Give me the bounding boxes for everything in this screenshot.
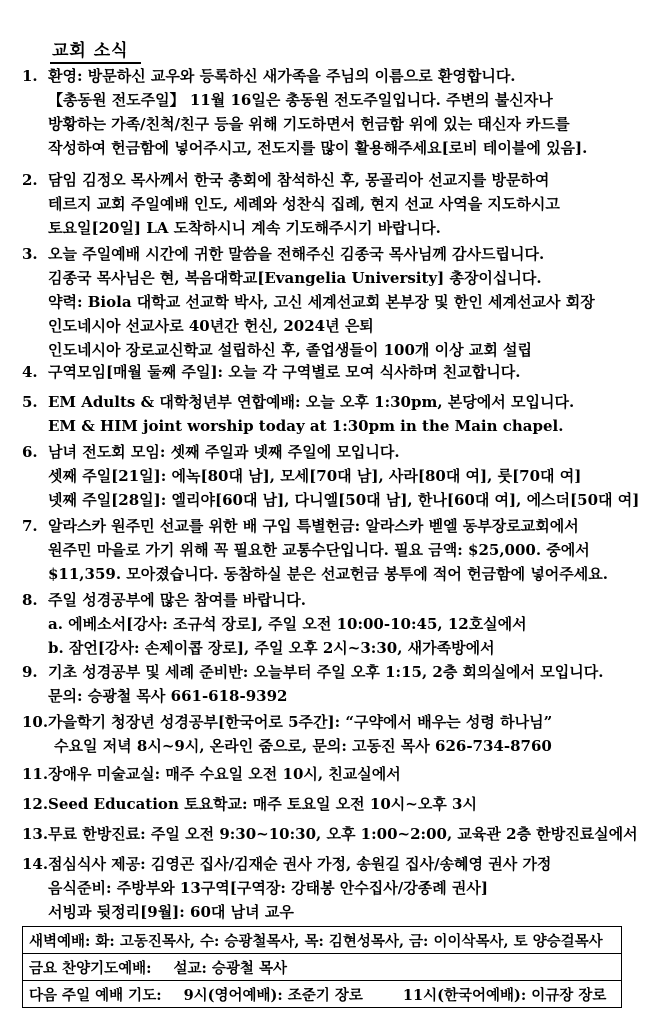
item-line: 남녀 전도회 모임: 셋째 주일과 넷째 주일에 모입니다.	[48, 443, 400, 461]
item-line: $11,359. 모아졌습니다. 동참하실 분은 선교헌금 봉투에 적어 헌금함에 넣어주세요.	[48, 565, 608, 583]
item-line: 장애우 미술교실: 매주 수요일 오전 10시, 친교실에서	[48, 765, 401, 783]
item-number: 14.	[22, 855, 49, 873]
item-line: 점심식사 제공: 김영곤 집사/김재순 권사 가정, 송원길 집사/송혜영 권사 가정	[48, 855, 552, 873]
dawn-prayer-text: 새벽예배: 화: 고동진목사, 수: 승광철목사, 목: 김현성목사, 금: 이이삭목사, 토 양승걸목사	[23, 927, 622, 954]
item-line: 테르지 교회 주일예배 인도, 세례와 성찬식 집례, 현지 선교 사역을 지도하시고	[48, 195, 560, 213]
news-item-10	[22, 710, 640, 758]
item-line: 인도네시아 장로교신학교 설립하신 후, 졸업생들이 100개 이상 교회 설립	[48, 341, 533, 359]
item-line: 인도네시아 선교사로 40년간 헌신, 2024년 은퇴	[48, 317, 374, 335]
item-number: 9.	[22, 663, 38, 681]
friday-worship-row	[23, 954, 622, 981]
news-item-12	[22, 792, 640, 816]
item-line: EM Adults & 대학청년부 연합예배: 오늘 오후 1:30pm, 본당에서 모입니다.	[48, 393, 575, 411]
item-number: 1.	[22, 67, 38, 85]
item-number: 7.	[22, 517, 38, 535]
item-line: 담임 김정오 목사께서 한국 총회에 참석하신 후, 몽골리아 선교지를 방문하여	[48, 171, 550, 189]
item-line: 원주민 마을로 가기 위해 꼭 필요한 교통수단입니다. 필요 금액: $25,000. 중에서	[48, 541, 590, 559]
news-item-4	[22, 360, 640, 384]
item-line: 알라스카 원주민 선교를 위한 배 구입 특별헌금: 알라스카 벧엘 동부장로교회에서	[48, 517, 579, 535]
item-line: 구역모임[매월 둘째 주일]: 오늘 각 구역별로 모여 식사하며 친교합니다.	[48, 363, 521, 381]
item-line: 작성하여 헌금함에 넣어주시고, 전도지를 많이 활용해주세요[로비 테이블에 있음].	[48, 139, 588, 157]
news-item-8	[22, 588, 640, 660]
news-item-13	[22, 822, 640, 846]
page-title: 교회 소식	[50, 40, 141, 64]
item-line: 토요일[20일] LA 도착하시니 계속 기도해주시기 바랍니다.	[48, 219, 441, 237]
item-number: 6.	[22, 443, 38, 461]
item-line: 수요일 저녁 8시~9시, 온라인 줌으로, 문의: 고동진 목사 626-734-8760	[54, 737, 552, 755]
friday-worship-preacher: 설교: 승광철 목사	[173, 959, 287, 977]
item-line: EM & HIM joint worship today at 1:30pm in the Main chapel.	[48, 417, 564, 435]
item-number: 11.	[22, 765, 49, 783]
friday-worship-label: 금요 찬양기도예배:	[29, 959, 152, 977]
news-item-1	[22, 64, 640, 160]
item-number: 12.	[22, 795, 49, 813]
news-item-5	[22, 390, 640, 438]
news-item-2	[22, 168, 640, 240]
item-line: b. 잠언[강사: 손제이콥 장로], 주일 오후 2시~3:30, 새가족방에서	[48, 639, 495, 657]
next-prayer-row	[23, 981, 622, 1008]
news-item-14	[22, 852, 640, 924]
item-line: 오늘 주일예배 시간에 귀한 말씀을 전해주신 김종국 목사님께 감사드립니다.	[48, 245, 545, 263]
worship-schedule-table	[22, 926, 622, 1008]
item-number: 10.	[22, 713, 49, 731]
news-item-3	[22, 242, 640, 362]
item-line: 서빙과 뒷정리[9월]: 60대 남녀 교우	[48, 903, 294, 921]
item-line: a. 에베소서[강사: 조규석 장로], 주일 오전 10:00-10:45, 12호실에서	[48, 615, 527, 633]
item-line: 가을학기 청장년 성경공부[한국어로 5주간]: “구약에서 배우는 성령 하나님”	[48, 713, 553, 731]
item-line: Seed Education 토요학교: 매주 토요일 오전 10시~오후 3시	[48, 795, 477, 813]
news-item-11	[22, 762, 640, 786]
item-line: 약력: Biola 대학교 선교학 박사, 고신 세계선교회 본부장 및 한인 세계선교사 회장	[48, 293, 595, 311]
dawn-prayer-row	[23, 927, 622, 954]
next-prayer-11am: 11시(한국어예배): 이규장 장로	[402, 986, 607, 1004]
item-line: 【총동원 전도주일】 11월 16일은 총동원 전도주일입니다. 주변의 불신자나	[48, 91, 553, 109]
news-item-6	[22, 440, 640, 512]
item-line: 음식준비: 주방부와 13구역[구역장: 강태봉 안수집사/강종례 권사]	[48, 879, 488, 897]
item-line: 환영: 방문하신 교우와 등록하신 새가족을 주님의 이름으로 환영합니다.	[48, 67, 516, 85]
item-line: 무료 한방진료: 주일 오전 9:30~10:30, 오후 1:00~2:00, 교육관 2층 한방진료실에서	[48, 825, 638, 843]
item-number: 2.	[22, 171, 38, 189]
item-number: 4.	[22, 363, 38, 381]
item-line: 주일 성경공부에 많은 참여를 바랍니다.	[48, 591, 306, 609]
news-item-9	[22, 660, 640, 708]
item-line: 방황하는 가족/친척/친구 등을 위해 기도하면서 헌금함 위에 있는 태신자 카드를	[48, 115, 570, 133]
news-item-7	[22, 514, 640, 586]
item-number: 5.	[22, 393, 38, 411]
item-line: 기초 성경공부 및 세례 준비반: 오늘부터 주일 오후 1:15, 2층 회의실에서 모입니다.	[48, 663, 604, 681]
item-line: 김종국 목사님은 현, 복음대학교[Evangelia University] 총장이십니다.	[48, 269, 542, 287]
next-prayer-9am: 9시(영어예배): 조준기 장로	[183, 986, 363, 1004]
item-number: 8.	[22, 591, 38, 609]
item-line: 문의: 승광철 목사 661-618-9392	[48, 687, 288, 705]
item-line: 넷째 주일[28일]: 엘리야[60대 남], 다니엘[50대 남], 한나[60대 여], 에스더[50대 여]	[48, 491, 640, 509]
next-prayer-label: 다음 주일 예배 기도:	[29, 986, 162, 1004]
item-number: 13.	[22, 825, 49, 843]
item-number: 3.	[22, 245, 38, 263]
item-line: 셋째 주일[21일]: 에녹[80대 남], 모세[70대 남], 사라[80대 여], 룻[70대 여]	[48, 467, 582, 485]
